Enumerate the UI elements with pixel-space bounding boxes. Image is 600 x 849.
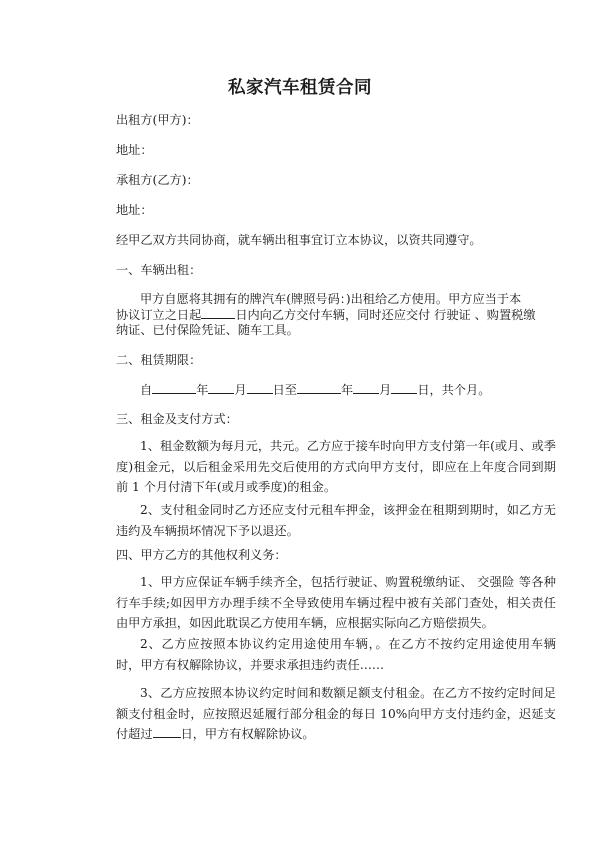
section-4-paragraph-3a: 3、乙方应按照本协议约定时间和数额足额支付租金。在乙方不按约定时间足额支付租金时，应按照迟延履行部分租金的每日 10%向甲方支付违约金，迟延支付超过 [116, 686, 556, 741]
section-3-paragraph-1: 1、租金数额为每月元，共元。乙方应于接车时向甲方支付第一年(或月、或季度)租金元，以后租金采用先交后使用的方式向甲方支付，即应在上年度合同到期 前 1 个月付清下年(或月或季度)的租金。 [116, 439, 556, 494]
section-2-heading: 二、租赁期限： [116, 353, 202, 367]
section-4-paragraph-3b: 日，甲方有权解除协议。 [180, 727, 315, 741]
period-month-2: 月 [379, 383, 392, 397]
lease-period-line [140, 381, 556, 398]
period-from: 自 [140, 383, 153, 397]
start-month-blank [208, 381, 234, 394]
period-end: 日，共个月。 [417, 383, 491, 397]
period-to: 日至 [272, 383, 297, 397]
section-3-paragraph-2: 2、支付租金同时乙方还应支付元租车押金，该押金在租期到期时，如乙方无违约及车辆损坏情况下予以退还。 [116, 503, 556, 538]
period-month-1: 月 [234, 383, 247, 397]
period-year-2: 年 [340, 383, 354, 397]
party-a-label: 出租方(甲方)： [116, 113, 199, 127]
section-1-line-2b: 日内向乙方交付车辆，同时还应交付 行驶证 、购置税缴 [235, 308, 536, 322]
start-day-blank [247, 381, 273, 394]
section-1-line-1: 甲方自愿将其拥有的牌汽车(牌照号码：)出租给乙方使用。甲方应当于本 [140, 292, 522, 306]
end-month-blank [353, 381, 379, 394]
end-day-blank [391, 381, 417, 394]
section-4-paragraph-1: 1、甲方应保证车辆手续齐全，包括行驶证、购置税缴纳证、 交强险 等各种行车手续;如因甲方办理手续不全导致使用车辆过程中被有关部门查处，相关责任由甲方承担，如因此耽误乙方使用车辆，应根据实际向乙方赔偿损失。 [116, 575, 556, 630]
party-b-label: 承租方(乙方)： [116, 173, 199, 187]
section-3-heading: 三、租金及支付方式： [116, 412, 238, 426]
document-title: 私家汽车租赁合同 [228, 78, 372, 98]
section-1-line-2a: 协议订立之日起 [116, 308, 202, 322]
section-4-paragraph-2: 2、乙方应按照本协议约定用途使用车辆，。在乙方不按约定用途使用车辆时，甲方有权解除协议，并要求承担违约责任…… [116, 637, 556, 672]
intro-paragraph: 经甲乙双方共同协商，就车辆出租事宜订立本协议，以资共同遵守。 [116, 233, 482, 247]
party-b-address-label: 地址： [116, 203, 153, 217]
party-a-address-label: 地址： [116, 143, 153, 157]
section-4-paragraph-3 [116, 683, 556, 745]
section-4-heading: 四、甲方乙方的其他权利义务： [116, 548, 287, 562]
end-year-blank [297, 381, 341, 394]
section-1-line-2 [116, 306, 556, 323]
section-1-heading: 一、车辆出租： [116, 263, 202, 277]
overdue-days-blank [153, 725, 181, 738]
section-1-line-3: 纳证、已付保险凭证、随车工具。 [116, 323, 299, 337]
start-year-blank [152, 381, 196, 394]
period-year-1: 年 [196, 383, 209, 397]
days-blank [201, 306, 235, 319]
